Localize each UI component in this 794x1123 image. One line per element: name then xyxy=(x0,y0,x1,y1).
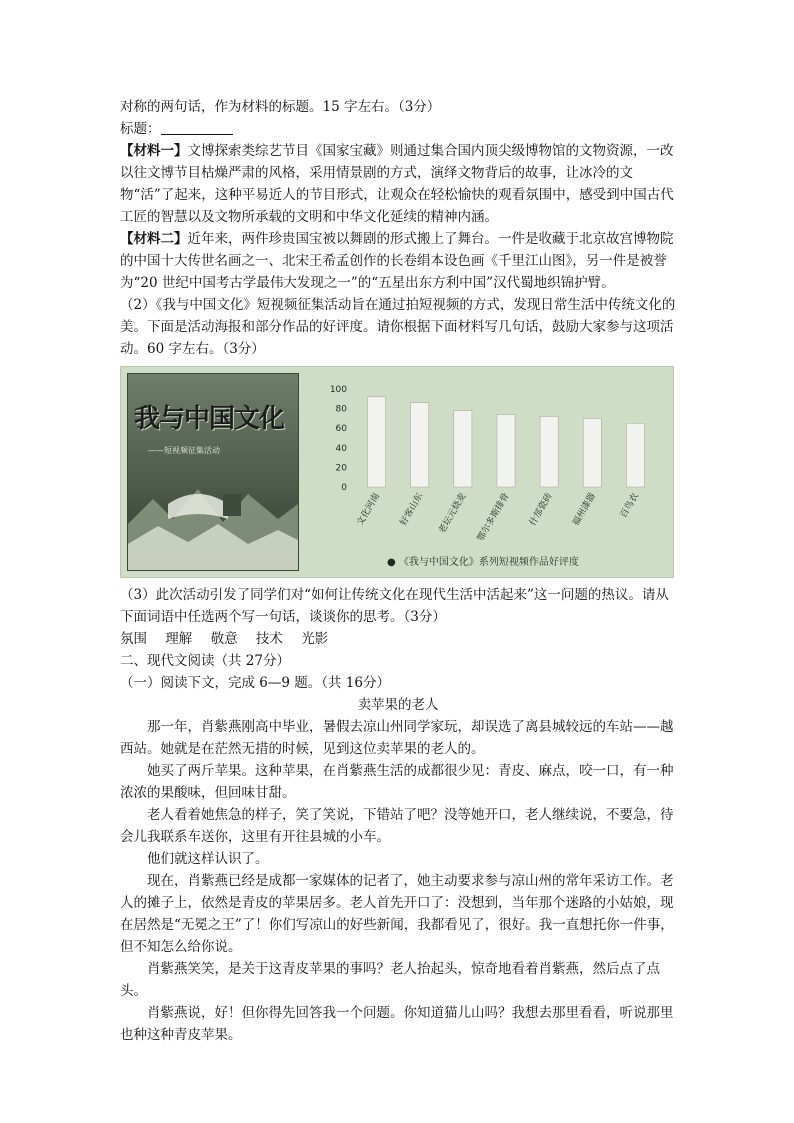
y-tick-label: 40 xyxy=(335,443,347,454)
story-paragraph: 肖紫燕笑笑，是关于这青皮苹果的事吗？老人抬起头，惊奇地看着肖紫燕，然后点了点头。 xyxy=(120,961,660,999)
intro-line: 对称的两句话，作为材料的标题。15 字左右。（3分） xyxy=(120,99,441,115)
y-tick-label: 100 xyxy=(329,385,347,395)
question-3: （3）此次活动引发了同学们对“如何让传统文化在现代生活中活起来”这一问题的热议。请从下面词语中任选两个写一句话，谈谈你的思考。（3分） xyxy=(120,587,669,625)
story-paragraph: 肖紫燕说，好！但你得先回答我一个问题。你知道猫儿山吗？我想去那里看看，听说那里也种这种青皮苹果。 xyxy=(120,1005,674,1043)
x-axis-categories xyxy=(354,491,641,544)
story-paragraph: 他们就这样认识了。 xyxy=(147,851,269,867)
option-word: 敬意 xyxy=(210,631,238,647)
chart-legend: ● 《我与中国文化》系列短视频作品好评度 xyxy=(387,557,579,568)
story-paragraph: 现在，肖紫燕已经是成都一家媒体的记者了，她主动要求参与凉山州的常年采访工作。老人的摊子上，依然是青皮的苹果居多。老人首先开口了：没想到，当年那个迷路的小姑娘，现在居然是“无冕之王”了！你们写凉山的好些新闻，我都看见了，很好。我一直想托你一件事，但不知怎么给你说。 xyxy=(120,873,674,955)
option-word: 光影 xyxy=(301,631,329,647)
option-word: 技术 xyxy=(255,631,283,647)
y-tick-label: 80 xyxy=(335,404,347,415)
chart-bar xyxy=(626,423,644,487)
y-axis-ticks xyxy=(330,385,347,493)
x-category-label: 百鸟衣 xyxy=(618,491,642,520)
rating-bar-chart xyxy=(317,375,667,571)
title-prompt xyxy=(120,118,676,140)
material-one xyxy=(120,140,676,228)
x-category-label: 老坛元烧麦 xyxy=(437,491,469,536)
activity-poster xyxy=(127,373,299,571)
x-category-label: 好客山东 xyxy=(398,491,426,528)
title-label: 标题： xyxy=(120,121,161,137)
chart-bar xyxy=(497,414,515,487)
story-paragraph: 老人看着她焦急的样子，笑了笑说，下错站了吧？没等她开口，老人继续说，不要急，待会儿我联系车送你，这里有开往县城的小车。 xyxy=(120,807,674,845)
material-one-text: 文博探索类综艺节目《国家宝藏》则通过集合国内顶尖级博物馆的文物资源，一改以往文博节目枯燥严肃的风格，采用情景剧的方式，演绎文物背后的故事，让冰冷的文物“活”了起来，这种平易近人的节目形式，让观众在轻松愉快的观看氛围中，感受到中国古代工匠的智慧以及文物所承载的文明和中华文化延续的精神内涵。 xyxy=(120,143,674,225)
title-blank xyxy=(161,120,233,135)
x-category-label: 文化河南 xyxy=(355,491,383,528)
x-category-label: 什邡瓷砖 xyxy=(528,491,555,528)
option-word: 氛围 xyxy=(120,631,147,647)
poster-subtitle: ——短视频征集活动 xyxy=(148,446,220,455)
document-page xyxy=(120,96,676,1046)
section-heading: 二、现代文阅读（共 27分） xyxy=(120,653,290,669)
x-category-label: 福州漆器 xyxy=(571,491,598,528)
material-two xyxy=(120,228,676,294)
activity-figure xyxy=(120,366,674,578)
y-tick-label: 20 xyxy=(335,463,347,474)
story-title: 卖苹果的老人 xyxy=(357,697,439,713)
story-paragraph: 她买了两斤苹果。这种苹果，在肖紫燕生活的成都很少见：青皮、麻点，咬一口，有一种浓浓的果酸味，但回味甘甜。 xyxy=(120,763,674,801)
x-category-label: 鄂尔多斯排骨 xyxy=(475,491,512,544)
chart-bars xyxy=(368,397,645,487)
material-two-text: 近年来，两件珍贵国宝被以舞剧的形式搬上了舞台。一件是收藏于北京故宫博物院的中国十大传世名画之一、北宋王希孟创作的长卷绢本设色画《千里江山图》，另一件是被誉为“20 世纪中国考古学最伟大发现之一”的“五星出东方利中国”汉代蜀地织锦护臂。 xyxy=(120,231,674,291)
chart-bar xyxy=(540,416,558,487)
question-2: （2）《我与中国文化》短视频征集活动旨在通过拍短视频的方式，发现日常生活中传统文化的美。下面是活动海报和部分作品的好评度。请你根据下面材料写几句话，鼓励大家参与这项活动。60 字左右。（3分） xyxy=(120,297,676,357)
chart-bar xyxy=(583,418,601,487)
story-paragraph: 那一年，肖紫燕刚高中毕业，暑假去凉山州同学家玩，却误选了离县城较远的车站——越西站。她就是在茫然无措的时候，见到这位卖苹果的老人的。 xyxy=(120,719,674,757)
chart-bar xyxy=(368,397,386,487)
chart-bar xyxy=(454,411,472,487)
material-two-tag: 【材料二】 xyxy=(120,231,188,247)
word-options xyxy=(120,628,676,650)
poster-landscape-art xyxy=(128,464,298,570)
option-word: 理解 xyxy=(165,631,193,647)
subsection-heading: （一）阅读下文，完成 6—9 题。（共 16分） xyxy=(120,675,390,691)
poster-title: 我与中国文化 xyxy=(134,404,285,434)
y-tick-label: 0 xyxy=(341,483,347,493)
material-one-tag: 【材料一】 xyxy=(120,143,188,159)
chart-bar xyxy=(411,403,429,487)
y-tick-label: 60 xyxy=(335,424,347,435)
